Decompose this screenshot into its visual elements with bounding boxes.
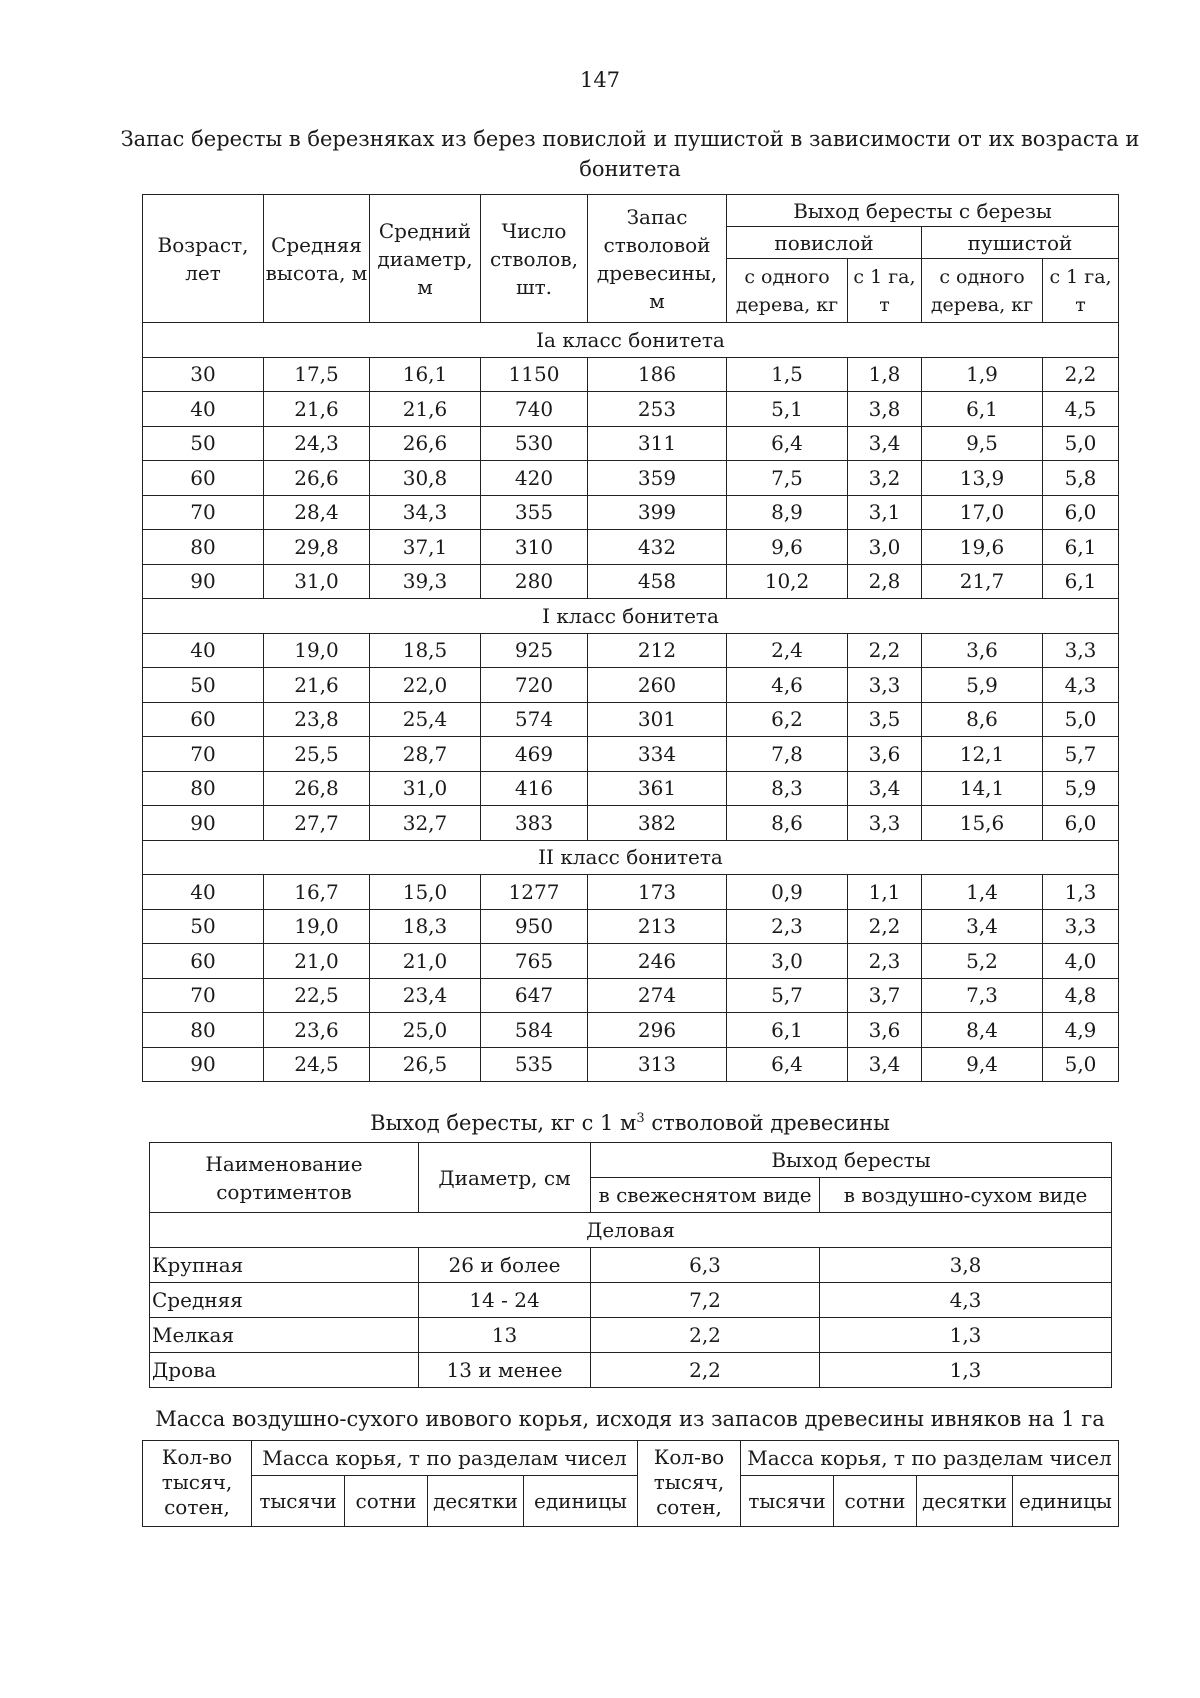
table-cell: 535: [481, 1047, 588, 1082]
header-count-left: Кол-во тысяч, сотен,: [143, 1441, 252, 1527]
header-age: Возраст, лет: [143, 195, 264, 323]
table-row: [143, 771, 1119, 806]
header-units-right: единицы: [1013, 1476, 1119, 1527]
birch-bark-stock-table: [142, 194, 1119, 1082]
table-cell: 253: [588, 392, 727, 427]
table-row: [143, 633, 1119, 668]
table-row: [143, 1047, 1119, 1082]
table-cell: 6,1: [727, 1013, 848, 1048]
table-cell: 8,6: [922, 702, 1043, 737]
table-cell: 584: [481, 1013, 588, 1048]
table-cell: 301: [588, 702, 727, 737]
header-diameter: Средний диаметр, м: [370, 195, 481, 323]
table-cell: 6,2: [727, 702, 848, 737]
table-cell: 25,0: [370, 1013, 481, 1048]
table-cell: Крупная: [150, 1248, 419, 1283]
table-cell: 4,0: [1043, 944, 1119, 979]
table-cell: 4,3: [820, 1283, 1112, 1318]
table-cell: 361: [588, 771, 727, 806]
table-row: [143, 668, 1119, 703]
table-cell: 10,2: [727, 564, 848, 599]
table-cell: 50: [143, 909, 264, 944]
header-tens-left: десятки: [428, 1476, 524, 1527]
table-cell: 26 и более: [419, 1248, 591, 1283]
table-cell: 7,5: [727, 461, 848, 496]
table-cell: 3,6: [848, 1013, 922, 1048]
table-cell: 8,4: [922, 1013, 1043, 1048]
table-cell: 6,1: [1043, 564, 1119, 599]
table-row: [143, 702, 1119, 737]
table-row: [143, 495, 1119, 530]
table-cell: 173: [588, 875, 727, 910]
table-cell: 40: [143, 633, 264, 668]
table-cell: 334: [588, 737, 727, 772]
header-bark-yield-2: Выход бересты: [591, 1143, 1112, 1178]
table-cell: 19,0: [264, 909, 370, 944]
header-hundreds-right: сотни: [834, 1476, 917, 1527]
table-row: [143, 875, 1119, 910]
table-cell: 382: [588, 806, 727, 841]
table-cell: 9,5: [922, 426, 1043, 461]
table-cell: 2,4: [727, 633, 848, 668]
table-cell: 432: [588, 530, 727, 565]
page-number: 147: [579, 68, 621, 92]
table-row: [150, 1318, 1112, 1353]
table-cell: 13 и менее: [419, 1353, 591, 1388]
table-cell: 5,0: [1043, 702, 1119, 737]
table-cell: 18,3: [370, 909, 481, 944]
table-cell: 925: [481, 633, 588, 668]
table-cell: 22,5: [264, 978, 370, 1013]
table-cell: 296: [588, 1013, 727, 1048]
table-cell: 60: [143, 461, 264, 496]
table-cell: 740: [481, 392, 588, 427]
table-row: [143, 978, 1119, 1013]
table-cell: 2,2: [1043, 357, 1119, 392]
table-cell: 6,4: [727, 426, 848, 461]
table-cell: 355: [481, 495, 588, 530]
table-cell: 458: [588, 564, 727, 599]
table-cell: 1277: [481, 875, 588, 910]
table-cell: Дрова: [150, 1353, 419, 1388]
table-cell: 21,0: [370, 944, 481, 979]
table-cell: 28,4: [264, 495, 370, 530]
table-cell: 32,7: [370, 806, 481, 841]
header-units-left: единицы: [524, 1476, 638, 1527]
table-cell: 213: [588, 909, 727, 944]
table2-caption-text: Выход бересты, кг с 1 м: [370, 1111, 637, 1135]
table-cell: 3,4: [922, 909, 1043, 944]
table-cell: 3,8: [820, 1248, 1112, 1283]
table-cell: 50: [143, 668, 264, 703]
table-row: [143, 392, 1119, 427]
table-cell: Мелкая: [150, 1318, 419, 1353]
table-cell: 3,3: [1043, 909, 1119, 944]
table-cell: 2,2: [591, 1318, 820, 1353]
bonitet-class-row: II класс бонитета: [143, 840, 1119, 875]
table-cell: 469: [481, 737, 588, 772]
table-cell: 23,6: [264, 1013, 370, 1048]
table-cell: 1,8: [848, 357, 922, 392]
table-cell: 647: [481, 978, 588, 1013]
table-cell: 4,8: [1043, 978, 1119, 1013]
table-cell: 3,6: [922, 633, 1043, 668]
table-cell: 15,0: [370, 875, 481, 910]
table-cell: 26,5: [370, 1047, 481, 1082]
table-cell: 2,2: [848, 909, 922, 944]
table-cell: 40: [143, 875, 264, 910]
table-cell: 17,5: [264, 357, 370, 392]
table-cell: 50: [143, 426, 264, 461]
table-cell: 3,1: [848, 495, 922, 530]
header-fresh: в свежеснятом виде: [591, 1178, 820, 1213]
table-cell: 7,2: [591, 1283, 820, 1318]
table-cell: 4,9: [1043, 1013, 1119, 1048]
table-cell: Средняя: [150, 1283, 419, 1318]
table-cell: 5,8: [1043, 461, 1119, 496]
header-stems: Число стволов, шт.: [481, 195, 588, 323]
table-row: [143, 426, 1119, 461]
table-cell: 6,3: [591, 1248, 820, 1283]
table-cell: 16,1: [370, 357, 481, 392]
header-mass-left: Масса корья, т по разделам чисел: [252, 1441, 638, 1476]
table-cell: 13,9: [922, 461, 1043, 496]
table-cell: 80: [143, 1013, 264, 1048]
table-cell: 3,0: [848, 530, 922, 565]
table-cell: 310: [481, 530, 588, 565]
table-cell: 60: [143, 702, 264, 737]
table-cell: 39,3: [370, 564, 481, 599]
table-cell: 29,8: [264, 530, 370, 565]
table2-body: [150, 1248, 1112, 1388]
table-row: [150, 1353, 1112, 1388]
header-diameter-cm: Диаметр, см: [419, 1143, 591, 1213]
table-cell: 6,1: [1043, 530, 1119, 565]
table-cell: 313: [588, 1047, 727, 1082]
table-cell: 420: [481, 461, 588, 496]
table-cell: 5,1: [727, 392, 848, 427]
table-cell: 18,5: [370, 633, 481, 668]
header-height: Средняя высота, м: [264, 195, 370, 323]
table-cell: 17,0: [922, 495, 1043, 530]
table-cell: 530: [481, 426, 588, 461]
header-mass-right: Масса корья, т по разделам чисел: [741, 1441, 1119, 1476]
table-cell: 70: [143, 495, 264, 530]
table-cell: 2,2: [591, 1353, 820, 1388]
table-cell: 950: [481, 909, 588, 944]
table-row: [143, 944, 1119, 979]
header-thousands-right: тысячи: [741, 1476, 834, 1527]
table-cell: 3,4: [848, 771, 922, 806]
table-cell: 1,3: [820, 1318, 1112, 1353]
table-cell: 12,1: [922, 737, 1043, 772]
table-cell: 1150: [481, 357, 588, 392]
header-assortment: Наименование сортиментов: [150, 1143, 419, 1213]
table-cell: 3,4: [848, 1047, 922, 1082]
table2-caption-rest: стволовой древесины: [644, 1111, 890, 1135]
table-cell: 2,2: [848, 633, 922, 668]
table-cell: 5,9: [922, 668, 1043, 703]
table-cell: 25,4: [370, 702, 481, 737]
table-cell: 90: [143, 1047, 264, 1082]
table-cell: 40: [143, 392, 264, 427]
table-cell: 19,0: [264, 633, 370, 668]
table-cell: 21,7: [922, 564, 1043, 599]
table-cell: 21,6: [370, 392, 481, 427]
table-cell: 7,3: [922, 978, 1043, 1013]
table-cell: 3,3: [848, 806, 922, 841]
table-row: [143, 530, 1119, 565]
table-cell: 60: [143, 944, 264, 979]
table-cell: 3,4: [848, 426, 922, 461]
table-cell: 90: [143, 564, 264, 599]
table-cell: 27,7: [264, 806, 370, 841]
table-cell: 3,5: [848, 702, 922, 737]
table-row: [143, 1013, 1119, 1048]
table-cell: 311: [588, 426, 727, 461]
table-cell: 70: [143, 737, 264, 772]
table-cell: 21,0: [264, 944, 370, 979]
header-pubescens-per-ha: с 1 га, т: [1043, 259, 1119, 323]
table-cell: 4,3: [1043, 668, 1119, 703]
table-cell: 19,6: [922, 530, 1043, 565]
header-tens-right: десятки: [917, 1476, 1013, 1527]
table-cell: 5,2: [922, 944, 1043, 979]
table-cell: 3,0: [727, 944, 848, 979]
header-count-right: Кол-во тысяч, сотен,: [638, 1441, 741, 1527]
table-cell: 0,9: [727, 875, 848, 910]
table-cell: 3,7: [848, 978, 922, 1013]
table1-body: [143, 323, 1119, 1082]
table-cell: 9,6: [727, 530, 848, 565]
table2-caption-sup: 3: [636, 1111, 645, 1126]
table-cell: 13: [419, 1318, 591, 1353]
table-cell: 3,6: [848, 737, 922, 772]
table-cell: 4,5: [1043, 392, 1119, 427]
table-cell: 80: [143, 530, 264, 565]
table-cell: 23,8: [264, 702, 370, 737]
table-cell: 186: [588, 357, 727, 392]
table-cell: 25,5: [264, 737, 370, 772]
table-cell: 5,7: [727, 978, 848, 1013]
header-thousands-left: тысячи: [252, 1476, 345, 1527]
table-cell: 2,3: [848, 944, 922, 979]
table-cell: 37,1: [370, 530, 481, 565]
table-cell: 24,3: [264, 426, 370, 461]
header-pendula: повислой: [727, 227, 922, 259]
table-cell: 212: [588, 633, 727, 668]
table-cell: 31,0: [264, 564, 370, 599]
table-cell: 80: [143, 771, 264, 806]
table-cell: 359: [588, 461, 727, 496]
table-cell: 5,0: [1043, 1047, 1119, 1082]
table-cell: 34,3: [370, 495, 481, 530]
table-cell: 30,8: [370, 461, 481, 496]
table-cell: 1,1: [848, 875, 922, 910]
table-cell: 21,6: [264, 392, 370, 427]
table-cell: 1,5: [727, 357, 848, 392]
table-cell: 28,7: [370, 737, 481, 772]
table-cell: 15,6: [922, 806, 1043, 841]
willow-bark-mass-table: [142, 1440, 1119, 1527]
header-bark-yield: Выход бересты с березы: [727, 195, 1119, 227]
table-cell: 3,3: [1043, 633, 1119, 668]
table-cell: 6,1: [922, 392, 1043, 427]
table-cell: 26,6: [370, 426, 481, 461]
table-cell: 3,8: [848, 392, 922, 427]
table-cell: 3,2: [848, 461, 922, 496]
table-cell: 383: [481, 806, 588, 841]
table-cell: 399: [588, 495, 727, 530]
table-cell: 416: [481, 771, 588, 806]
table-cell: 16,7: [264, 875, 370, 910]
bonitet-class-row: Iа класс бонитета: [143, 323, 1119, 358]
table-row: [143, 564, 1119, 599]
table-cell: 5,0: [1043, 426, 1119, 461]
table-cell: 5,9: [1043, 771, 1119, 806]
table-row: [150, 1283, 1112, 1318]
table-cell: 6,0: [1043, 495, 1119, 530]
table-cell: 1,4: [922, 875, 1043, 910]
table-row: [143, 909, 1119, 944]
table-cell: 21,6: [264, 668, 370, 703]
table-cell: 260: [588, 668, 727, 703]
section-row: Деловая: [150, 1213, 1112, 1248]
table-cell: 30: [143, 357, 264, 392]
header-pendula-per-ha: с 1 га, т: [848, 259, 922, 323]
table-cell: 70: [143, 978, 264, 1013]
header-dry: в воздушно-сухом виде: [820, 1178, 1112, 1213]
table-cell: 274: [588, 978, 727, 1013]
table-cell: 280: [481, 564, 588, 599]
table-cell: 574: [481, 702, 588, 737]
table-cell: 1,9: [922, 357, 1043, 392]
table-cell: 4,6: [727, 668, 848, 703]
table-cell: 90: [143, 806, 264, 841]
table-row: [150, 1248, 1112, 1283]
table-cell: 2,8: [848, 564, 922, 599]
table-cell: 720: [481, 668, 588, 703]
table-cell: 23,4: [370, 978, 481, 1013]
table-cell: 6,4: [727, 1047, 848, 1082]
table-cell: 26,8: [264, 771, 370, 806]
table-cell: 765: [481, 944, 588, 979]
bark-yield-table: [149, 1142, 1112, 1388]
table-cell: 3,3: [848, 668, 922, 703]
header-pubescens: пушистой: [922, 227, 1119, 259]
table-cell: 22,0: [370, 668, 481, 703]
header-pendula-per-tree: с одного дерева, кг: [727, 259, 848, 323]
header-pubescens-per-tree: с одного дерева, кг: [922, 259, 1043, 323]
table-cell: 1,3: [1043, 875, 1119, 910]
table-cell: 8,6: [727, 806, 848, 841]
table-cell: 1,3: [820, 1353, 1112, 1388]
table-row: [143, 461, 1119, 496]
table-cell: 14 - 24: [419, 1283, 591, 1318]
table-cell: 24,5: [264, 1047, 370, 1082]
table-cell: 7,8: [727, 737, 848, 772]
table-cell: 246: [588, 944, 727, 979]
table-cell: 2,3: [727, 909, 848, 944]
table-row: [143, 737, 1119, 772]
table3-caption: Масса воздушно-сухого ивового корья, исходя из запасов древесины ивняков на 1 га: [155, 1407, 1105, 1431]
table1-caption: Запас бересты в березняках из берез повислой и пушистой в зависимости от их возраста и бонитета: [120, 127, 1140, 181]
table-row: [143, 357, 1119, 392]
table-cell: 31,0: [370, 771, 481, 806]
table2-caption: [110, 1104, 1150, 1138]
table-cell: 9,4: [922, 1047, 1043, 1082]
header-stock: Запас стволовой древесины, м: [588, 195, 727, 323]
table-cell: 5,7: [1043, 737, 1119, 772]
table-cell: 8,3: [727, 771, 848, 806]
table-cell: 6,0: [1043, 806, 1119, 841]
table-cell: 26,6: [264, 461, 370, 496]
table-cell: 14,1: [922, 771, 1043, 806]
bonitet-class-row: I класс бонитета: [143, 599, 1119, 634]
table-cell: 8,9: [727, 495, 848, 530]
header-hundreds-left: сотни: [345, 1476, 428, 1527]
table-row: [143, 806, 1119, 841]
